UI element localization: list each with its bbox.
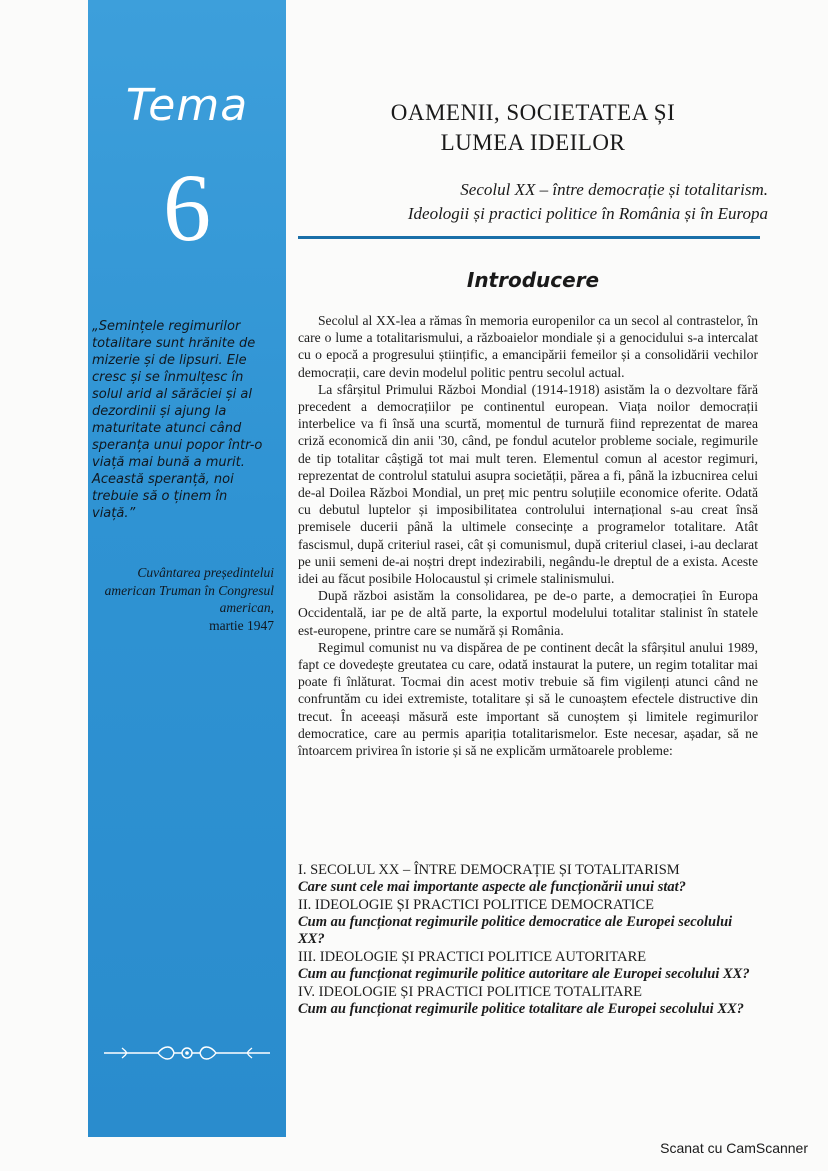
question-item	[298, 984, 758, 1018]
title-line-2: LUMEA IDEILOR	[440, 130, 626, 155]
question-item	[298, 897, 758, 948]
question-item	[298, 862, 758, 896]
question-section-title: IV. IDEOLOGIE ȘI PRACTICI POLITICE TOTALITARE	[298, 984, 643, 1000]
question-section-title: I. SECOLUL XX – ÎNTRE DEMOCRAȚIE ȘI TOTALITARISM	[298, 862, 680, 878]
scanner-watermark: Scanat cu CamScanner	[660, 1140, 808, 1156]
question-list	[298, 862, 758, 1019]
question-text: Cum au funcționat regimurile politice autoritare ale Europei secolului XX?	[298, 966, 750, 982]
title-line-1: OAMENII, SOCIETATEA ȘI	[390, 100, 676, 125]
question-text: Cum au funcționat regimurile politice totalitare ale Europei secolului XX?	[298, 1001, 744, 1017]
sidebar	[88, 0, 286, 1137]
subtitle-line-1: Secolul XX – între democrație și totalitarism.	[460, 180, 768, 199]
sidebar-quote: „Semințele regimurilor totalitare sunt hrănite de mizerie și de lipsuri. Ele cresc și se înmulțesc în solul arid al sărăciei și al dezordinii și ajung la maturitate atunci când speranța unui popor într-o viață mai bună a murit. Această speranță, noi trebuie să o ținem în viață.”	[92, 319, 263, 521]
quote-source	[92, 564, 274, 634]
intro-body	[298, 312, 758, 759]
intro-paragraph: După război asistăm la consolidarea, pe de-o parte, a democrației în Europa Occidentală, iar pe de altă parte, la exportul modelului totalitar stalinist în statele est-europene, printre care se numără și România.	[298, 588, 758, 638]
ornament-divider-icon	[102, 1042, 272, 1064]
intro-heading: Introducere	[466, 268, 600, 292]
intro-paragraph: La sfârșitul Primului Război Mondial (1914-1918) asistăm la o dezvoltare fără precedent a democrațiilor pe continentul european. Viața noilor democrații interbelice va fi însă una scurtă, momentul de turnură fiind reprezentat de marea criză economică din anii '30, când, pe fondul acutelor probleme sociale, regimurile de tip totalitar câștigă tot mai mult teren. Elementul comun al acestor regimuri, reprezentat de controlul statului asupra societății, părea a fi, până la izbucnirea celui de-al Doilea Război Mondial, un preț mic pentru soluțiile economice oferite. Odată cu debutul luptelor și imposibilitatea controlului internațional s-au creat însă premisele ducerii până la ultimele consecințe a programelor totalitare. Atât fascismul, după criteriul rasei, cât și comunismul, după criteriul clasei, i-au declarat pe unii semeni de-ai noștri drept indezirabili, negându-le dreptul de a exista. Aceste idei au făcut posibile Holocaustul și crimele stalinismului.	[298, 381, 758, 587]
tema-label: Tema	[125, 80, 249, 131]
question-section-title: II. IDEOLOGIE ȘI PRACTICI POLITICE DEMOCRATICE	[298, 897, 655, 913]
page-title	[298, 98, 768, 158]
subtitle-line-2: Ideologii și practici politice în România și în Europa	[407, 204, 768, 223]
tema-number: 6	[163, 154, 211, 261]
quote-source-text: Cuvântarea președintelui american Truman în Congresul american,	[104, 565, 274, 615]
question-item	[298, 949, 758, 983]
title-divider	[298, 236, 760, 239]
question-section-title: III. IDEOLOGIE ȘI PRACTICI POLITICE AUTORITARE	[298, 949, 647, 965]
intro-paragraph: Secolul al XX-lea a rămas în memoria europenilor ca un secol al contrastelor, în care o lume a totalitarismului, a războaielor mondiale și a genocidului s-a intercalat cu o epocă a progresului științific, a emancipării femeilor și a consolidării vechilor democrații, care devin modelul politic pentru secolul actual.	[298, 313, 758, 380]
question-text: Care sunt cele mai importante aspecte ale funcționării unui stat?	[298, 879, 686, 895]
page-subtitle	[298, 178, 768, 226]
quote-source-date: martie 1947	[209, 617, 274, 633]
intro-paragraph: Regimul comunist nu va dispărea de pe continent decât la sfârșitul anului 1989, fapt ce dovedește greutatea cu care, odată instaurat la putere, un regim totalitar mai poate fi înlăturat. Tocmai din acest motiv trebuie să fim vigilenți atunci când ne confruntăm cu idei extremiste, totalitare și să le cunoaștem efectele distructive din trecut. În aceeași măsură este important să cunoștem și limitele regimurilor democratice, care au permis apariția totalitarismelor. Este necesar, așadar, să ne întoarcem privirea în istorie și să ne explicăm următoarele probleme:	[298, 639, 758, 759]
question-text: Cum au funcționat regimurile politice democratice ale Europei secolului XX?	[298, 914, 733, 947]
